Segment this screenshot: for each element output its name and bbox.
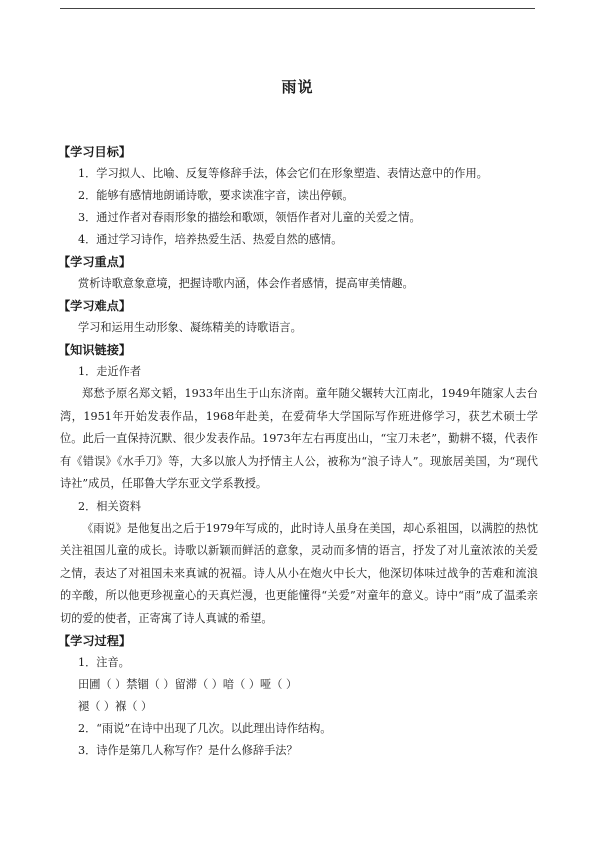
background-paragraph: 《雨说》是他复出之后于1979年写成的，此时诗人虽身在美国，却心系祖国，以满腔的热忱关注祖国儿童的成长。诗歌以新颖而鲜活的意象，灵动而多情的语言，抒发了对儿童浓浓的关爱之情，表达了对祖国未来真诚的祝福。诗人从小在炮火中长大，他深切体味过战争的苦难和流浪的辛酸，所以他更珍视童心的天真烂漫，也更能懂得“关爱”对童年的意义。诗中“雨”成了温柔亲切的爱的使者，正寄寓了诗人真诚的希望。 xyxy=(60,521,538,625)
objective-item: 3．通过作者对春雨形象的描绘和歌颂，领悟作者对儿童的关爱之情。 xyxy=(78,211,421,224)
question-2: 2．“雨说”在诗中出现了几次。以此理出诗作结构。 xyxy=(78,722,332,735)
author-paragraph: 郑愁予原名郑文韬，1933年出生于山东济南。童年随父辗转大江南北，1949年随家人去台湾，1951年开始发表作品，1968年赴美，在爱荷华大学国际写作班进修学习，获艺术硕士学位。此后一直保持沉默、很少发表作品。1973年左右再度出山，“宝刀未老”，勤耕不辍，代表作有《错误》《水手刀》等，大多以旅人为抒情主人公，被称为“浪子诗人”。现旅居美国，为“现代诗社”成员，任耶鲁大学东亚文学系教授。 xyxy=(60,387,538,490)
key-points-text: 赏析诗歌意象意境，把握诗歌内涵，体会作者感情，提高审美情趣。 xyxy=(78,277,414,290)
section-heading-key-points: 【学习重点】 xyxy=(58,255,132,269)
page-title: 雨说 xyxy=(281,78,314,96)
author-subheading: 1．走近作者 xyxy=(78,365,142,378)
question-3: 3．诗作是第几人称写作？是什么修辞手法？ xyxy=(78,744,298,757)
document-body xyxy=(60,141,538,762)
section-heading-knowledge: 【知识链接】 xyxy=(58,343,132,357)
pinyin-blanks-line-1: 田圃（ ）禁锢（ ）留滞（ ）喑（ ）哑（ ） xyxy=(78,678,298,691)
objective-item: 4．通过学习诗作，培养热爱生活、热爱自然的感情。 xyxy=(78,233,343,246)
objective-item: 1．学习拟人、比喻、反复等修辞手法，体会它们在形象塑造、表情达意中的作用。 xyxy=(78,167,488,180)
pinyin-blanks-line-2: 褪（ ）褓（ ） xyxy=(78,700,153,713)
header-rule xyxy=(60,8,535,9)
section-heading-difficulties: 【学习难点】 xyxy=(58,299,132,313)
section-heading-process: 【学习过程】 xyxy=(58,634,132,648)
objective-item: 2．能够有感情地朗诵诗歌，要求读准字音，读出停顿。 xyxy=(78,189,354,202)
section-heading-objectives: 【学习目标】 xyxy=(58,145,132,159)
background-subheading: 2．相关资料 xyxy=(78,499,142,513)
question-1: 1．注音。 xyxy=(78,656,130,669)
difficulties-text: 学习和运用生动形象、凝练精美的诗歌语言。 xyxy=(78,321,302,334)
